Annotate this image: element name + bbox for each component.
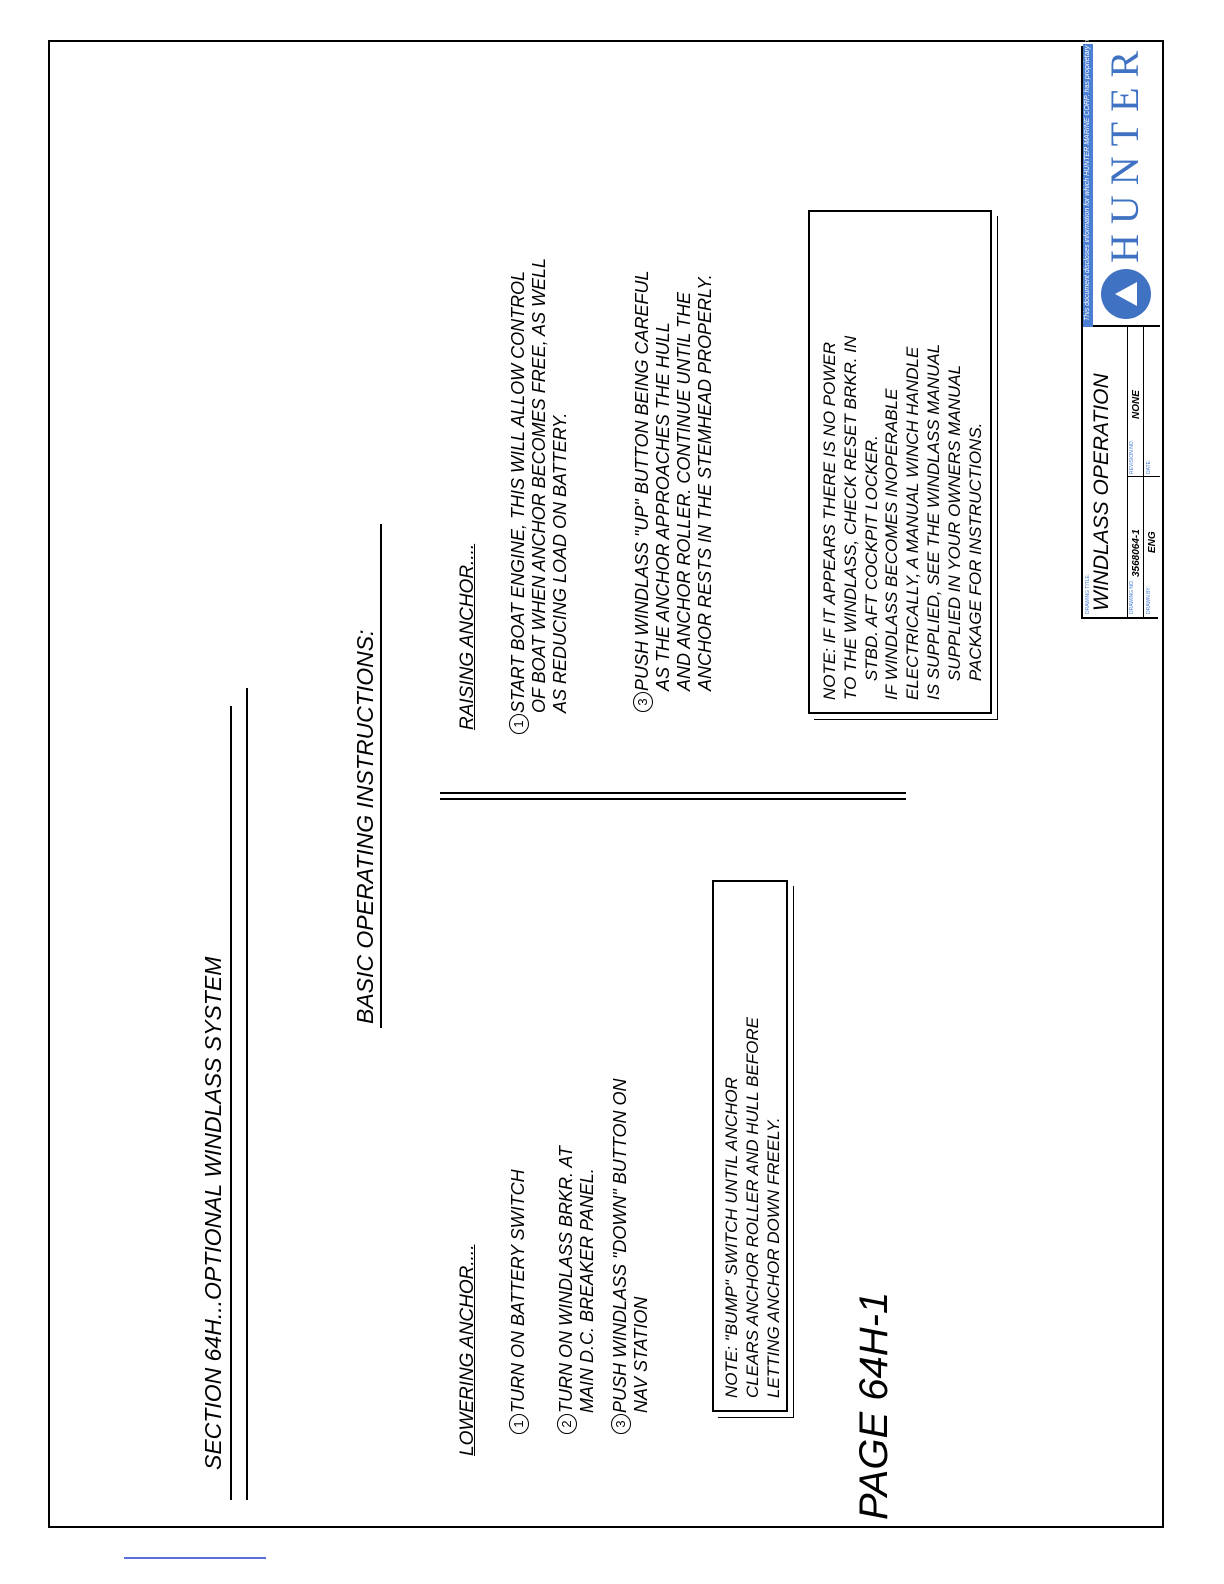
center-divider-2 <box>440 792 906 794</box>
drawing-title: WINDLASS OPERATION <box>1090 373 1113 611</box>
lowering-heading: LOWERING ANCHOR.... <box>457 1244 478 1456</box>
instructions-title: BASIC OPERATING INSTRUCTIONS: <box>352 629 378 1024</box>
step-number: 1 <box>509 1414 529 1434</box>
title-rule-2 <box>246 688 248 1500</box>
sail-logo-icon <box>1101 269 1151 319</box>
raising-heading: RAISING ANCHOR.... <box>457 543 478 730</box>
step-number: 3 <box>611 1414 631 1434</box>
revision: NONE <box>1131 390 1142 419</box>
step-number: 3 <box>633 692 653 712</box>
proprietary-notice: This document discloses information for which HUNTER MARINE CORP. has proprietary rights <box>1084 26 1091 321</box>
rotated-sheet <box>50 26 1158 1526</box>
raising-note-box <box>808 210 992 714</box>
section-title: SECTION 64H...OPTIONAL WINDLASS SYSTEM <box>200 956 226 1470</box>
step-number: 2 <box>557 1414 577 1434</box>
step-number: 1 <box>509 714 529 734</box>
drawing-no: 3568064-1 <box>1131 529 1142 577</box>
hunter-logo <box>1095 40 1157 319</box>
brand-divider <box>1083 325 1160 327</box>
step-text: PUSH WINDLASS "UP" BUTTON BEING CAREFUL AS THE ANCHOR APPROACHES THE HULL AND ANCHOR ROLLER. CONTINUE UNTIL THE ANCHOR RESTS IN THE STEMHEAD PROPERLY. <box>632 270 715 691</box>
step-text: START BOAT ENGINE, THIS WILL ALLOW CONTROL OF BOAT WHEN ANCHOR BECOMES FREE, AS WELL AS REDUCING LOAD ON BATTERY. <box>508 257 570 713</box>
drawn-by: ENG <box>1147 531 1158 553</box>
footer-link-underline <box>124 1557 266 1559</box>
title-rule-1 <box>230 706 232 1500</box>
title-block <box>1081 26 1158 619</box>
brand-name: HUNTER <box>1102 40 1147 263</box>
lowering-note: NOTE: "BUMP" SWITCH UNTIL ANCHOR CLEARS ANCHOR ROLLER AND HULL BEFORE LETTING ANCHOR DOWN FREELY. <box>722 1016 783 1398</box>
info-row-divider <box>1143 327 1144 617</box>
step-text: TURN ON BATTERY SWITCH <box>508 1169 528 1413</box>
date-label: DATE: <box>1146 459 1152 474</box>
subtitle-rule <box>380 524 382 1028</box>
drawing-no-label: DRAWING NO. <box>1129 579 1135 614</box>
drawn-by-label: DRAWN BY: <box>1146 586 1152 614</box>
title-bar <box>1083 327 1127 617</box>
lowering-note-box <box>712 880 788 1412</box>
raising-note: NOTE: IF IT APPEARS THERE IS NO POWER TO THE WINDLASS, CHECK RESET BRKR. IN STBD. AFT COCKPIT LOCKER. IF WINDLASS BECOMES INOPERABLE ELECTRICALLY, A MANUAL WINCH HANDLE IS SUPPLIED, SEE THE WINDLASS MANUAL SUPPLIED IN YOUR OWNERS MANUAL PACKAGE FOR INSTRUCTIONS. <box>820 335 985 700</box>
page-number: PAGE 64H-1 <box>852 1291 896 1520</box>
info-col-divider <box>1127 476 1160 477</box>
drawing-title-label: DRAWING TITLE: <box>1085 573 1091 614</box>
step-text: PUSH WINDLASS "DOWN" BUTTON ON NAV STATION <box>610 1078 651 1413</box>
sail-icon <box>1115 282 1137 306</box>
step-text: TURN ON WINDLASS BRKR. AT MAIN D.C. BREAKER PANEL. <box>556 1145 597 1413</box>
center-divider-1 <box>440 798 906 800</box>
revision-label: REVISION NO. <box>1129 439 1135 474</box>
